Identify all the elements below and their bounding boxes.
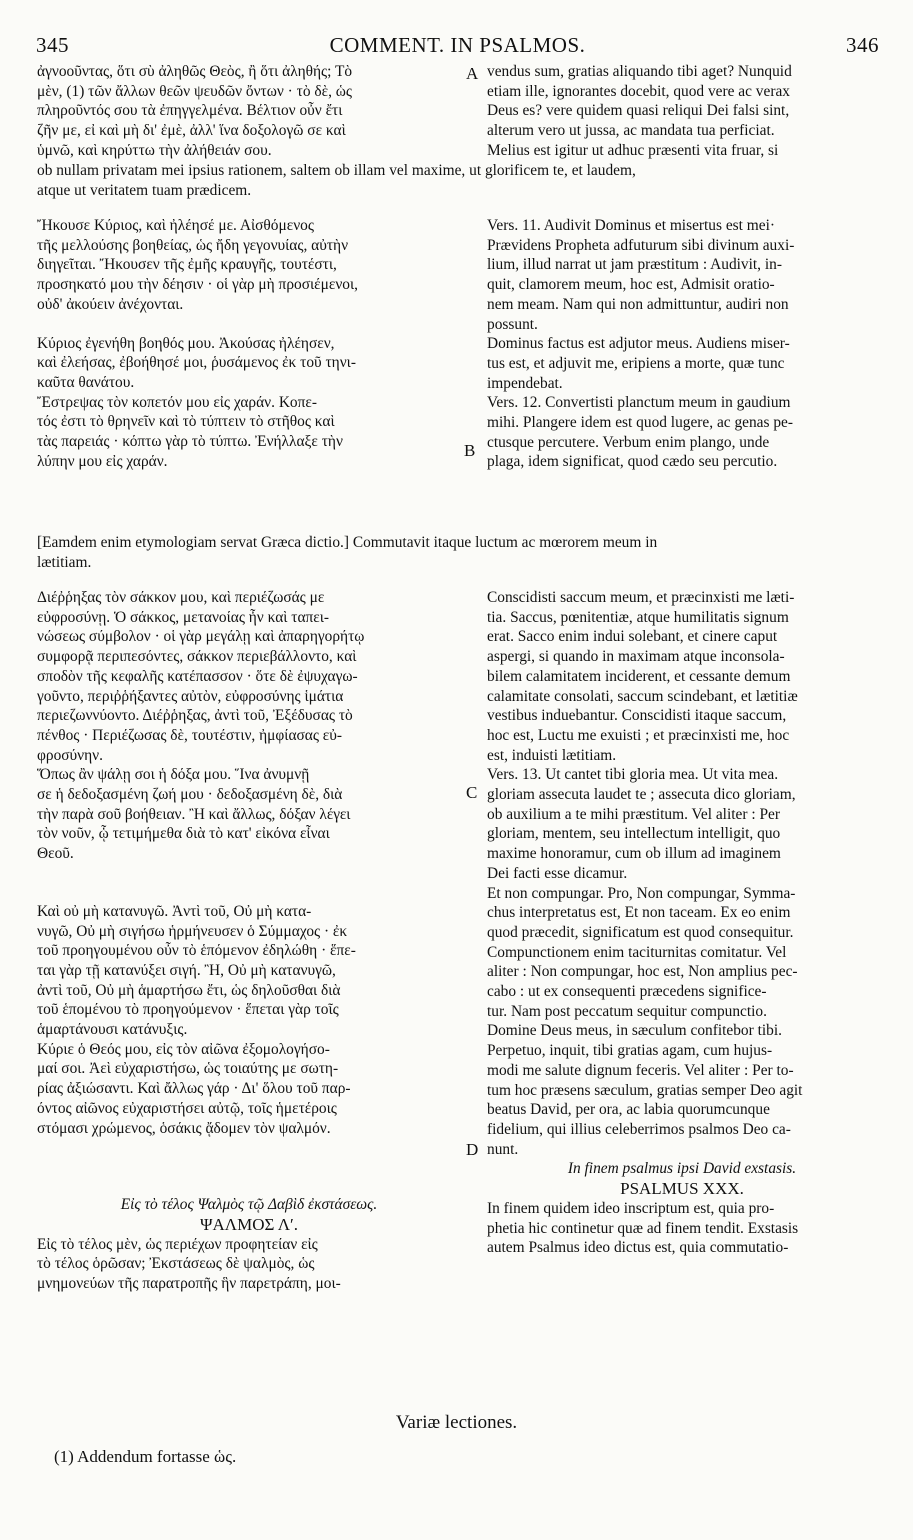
text-line: νυγῶ, Οὐ μὴ σιγήσω ἡρμήνευσεν ὁ Σύμμαχος · ἐκ — [37, 922, 348, 940]
text-line: Conscidisti saccum meum, et præcinxisti me læti- — [487, 589, 795, 606]
text-line: nem meam. Nam qui non admittuntur, audiri non — [487, 295, 789, 313]
text-line: Καὶ οὐ μὴ κατανυγῶ. Ἀντὶ τοῦ, Οὐ μὴ κατα- — [37, 902, 312, 920]
text-line: tur. Nam post peccatum sequitur compunctio. — [487, 1002, 767, 1020]
greek-column-block-2 — [37, 216, 461, 471]
text-line: τὰς παρειάς · κόπτω γὰρ τὸ τύπτω. Ἐνήλλαξε τὴν — [37, 433, 343, 451]
text-line: hoc est, Luctu me exuisti ; et præcinxisti me, hoc — [487, 726, 790, 744]
text-line: Dei facti esse dicamur. — [487, 864, 628, 882]
text-line: ἀγνοοῦντας, ὅτι σὺ ἀληθῶς Θεὸς, ἢ ὅτι ἀληθής; Τὸ — [37, 63, 353, 80]
text-line: tia. Saccus, pœnitentiæ, atque humilitatis signum — [487, 608, 789, 626]
text-line: Deus es? vere quidem quasi reliqui Dei falsi sint, — [487, 102, 790, 120]
greek-psalm-title: Εἰς τὸ τέλος Ψαλμὸς τῷ Δαβὶδ ἐκστάσεως. — [120, 1196, 378, 1214]
text-line: ἁμαρτάνουσι κατάνυξις. — [37, 1021, 188, 1039]
text-line: [Eamdem enim etymologiam servat Græca dictio.] Commutavit itaque luctum ac mœrorem meum in — [37, 534, 658, 551]
text-line: chus interpretatus est, Et non taceam. Ex eo enim — [487, 904, 791, 922]
text-line: Ὅπως ἂν ψάλῃ σοι ἡ δόξα μου. Ἵνα ἀνυμνῇ — [37, 766, 310, 784]
text-line: Et non compungar. Pro, Non compungar, Symma- — [487, 884, 796, 902]
text-line: γοῦντο, περιῤῥήξαντες αὐτὸν, εὐφροσύνης ἱμάτια — [37, 687, 344, 705]
text-line: possunt. — [487, 315, 538, 333]
greek-column-block-1 — [37, 62, 461, 161]
text-line: Prævidens Propheta adfuturum sibi divinum auxi- — [487, 236, 795, 254]
text-line: ἀντὶ τοῦ, Οὐ μὴ ἁμαρτήσω ἔτι, ὡς δηλοῦσθαι διὰ — [37, 981, 341, 999]
text-line: περιεζωννύοντο. Διέῤῥηξας, ἀντὶ τοῦ, Ἐξέδυσας τὸ — [37, 707, 353, 725]
text-line: ὑμνῶ, καὶ κηρύττω τὴν ἀλήθειάν σου. — [37, 141, 272, 159]
text-line: gloriam, mentem, seu intellectum intelligit, quo — [487, 825, 781, 843]
text-line: πληροῦντός σου τὰ ἐπηγγελμένα. Βέλτιον οὖν ἔτι — [37, 102, 343, 120]
text-line: συμφορᾷ περιπεσόντες, σάκκον περιεβάλλοντο, καὶ — [37, 648, 357, 666]
text-line: Melius est igitur ut adhuc præsenti vita fruar, si — [487, 141, 779, 159]
margin-marker-b: B — [464, 441, 476, 460]
text-line: Ἤκουσε Κύριος, καὶ ἠλέησέ με. Αἰσθόμενος — [37, 217, 314, 234]
text-line: μαί σοι. Ἀεὶ εὐχαριστήσω, ὡς τοιαύτης με σωτη- — [37, 1060, 339, 1078]
text-line: Dominus factus est adjutor meus. Audiens miser- — [487, 335, 790, 353]
text-line: Ἔστρεψας τὸν κοπετόν μου εἰς χαράν. Κοπε- — [37, 393, 317, 411]
text-line: impendebat. — [487, 374, 563, 392]
text-line: ctusque percutere. Verbum enim plango, unde — [487, 433, 770, 451]
text-line: τῆς μελλούσης βοηθείας, ὡς ἤδη γεγονυίας, αὐτὴν — [37, 236, 349, 254]
text-line: beatus David, per ora, ac labia quorumcunque — [487, 1101, 770, 1119]
text-line: fidelium, qui illius celeberrimos psalmos Deo ca- — [487, 1120, 791, 1138]
full-width-line-2 — [37, 533, 877, 572]
text-line: πένθος · Περιέζωσας δὲ, τουτέστιν, ἠμφίασας εὐ- — [37, 726, 343, 744]
greek-psalm-heading: ΨΑΛΜΟΣ Λʹ. — [199, 1214, 299, 1234]
text-line: Perpetuo, inquit, tibi gratias agam, cum hujus- — [487, 1042, 773, 1060]
text-line: τός ἐστι τὸ θρηνεῖν καὶ τὸ τύπτειν τὸ στῆθος καὶ — [37, 413, 335, 431]
text-line: etiam ille, ignorantes docebit, quod vere ac verax — [487, 82, 790, 100]
variae-lectiones-heading: Variæ lectiones. — [395, 1412, 518, 1433]
text-line: Εἰς τὸ τέλος μὲν, ὡς περιέχων προφητείαν εἰς — [37, 1235, 318, 1253]
text-line: Κύριος ἐγενήθη βοηθός μου. Ἀκούσας ἠλέησεν, — [37, 334, 335, 352]
text-line: εὐφροσύνῃ. Ὁ σάκκος, μετανοίας ἦν καὶ ταπει- — [37, 608, 330, 626]
text-line: nunt. — [487, 1140, 519, 1158]
text-line: τὸ τέλος ὁρῶσαν; Ἐκστάσεως δὲ ψαλμὸς, ὡς — [37, 1255, 315, 1273]
margin-marker-d: D — [466, 1140, 479, 1159]
text-line: τὸν νοῦν, ᾧ τετιμήμεθα διὰ τὸ κατ' εἰκόνα εἶναι — [37, 825, 330, 843]
text-line: maxime honoramur, cum ob illum ad imaginem — [487, 845, 781, 863]
text-line: ζῆν με, εἰ καὶ μὴ δι' ἐμὲ, ἀλλ' ἵνα δοξολογῶ σε καὶ — [37, 122, 346, 140]
text-line: gloriam assecuta laudet te ; assecuta dico gloriam, — [487, 786, 796, 804]
text-line: ρίας ἀξιώσαντι. Καὶ ἄλλως γάρ · Δι' ὅλου τοῦ παρ- — [37, 1080, 351, 1098]
text-line: ται γὰρ τῇ κατανύξει σιγή. Ἢ, Οὐ μὴ κατανυγῶ, — [37, 961, 336, 979]
text-line: ob auxilium a te mihi præstitum. Vel aliter : Per — [487, 805, 780, 823]
text-line: σε ἡ δεδοξασμένη ζωή μου · δεδοξασμένη δὲ, διὰ — [37, 786, 343, 804]
text-line: φροσύνην. — [37, 746, 103, 764]
text-line: alterum vero ut jussa, ac mandata tua perficiat. — [487, 122, 775, 140]
footnote: (1) Addendum fortasse ὡς. — [54, 1447, 237, 1466]
text-line: modi me salute dignum feceris. Vel aliter : Per to- — [487, 1061, 794, 1079]
text-line: tum hoc præsens sæculum, gratias semper Deo agit — [487, 1081, 803, 1099]
text-line: ob nullam privatam mei ipsius rationem, saltem ob illam vel maxime, ut glorificem te, et laudem, — [37, 162, 636, 179]
text-line: στόμασι χρώμενος, ὁσάκις ᾄδομεν τὸν ψαλμόν. — [37, 1119, 331, 1137]
text-line: cabo : ut ex consequenti præcedens significe- — [487, 983, 767, 1001]
text-line: Θεοῦ. — [37, 845, 74, 863]
text-line: μνημονεύων τῆς παρατροπῆς ἣν παρετράπη, μοι- — [37, 1275, 341, 1293]
text-line: προσηκατό μου τὴν δέησιν · οἱ γὰρ μὴ προσιέμενοι, — [37, 276, 358, 294]
text-line: In finem quidem ideo inscriptum est, quia pro- — [487, 1199, 775, 1217]
text-line: καὶ ἐλεήσας, ἐβοήθησέ μοι, ῥυσάμενος ἐκ τοῦ τηνι- — [37, 354, 356, 372]
text-line: λύπην μου εἰς χαράν. — [37, 452, 168, 470]
text-line: est, induisti lætitiam. — [487, 746, 617, 764]
latin-column-block-3 — [487, 588, 877, 1258]
text-line: tus est, et adjuvit me, eripiens a morte, quæ tunc — [487, 354, 785, 372]
full-width-line-1 — [37, 161, 877, 200]
text-line: quod præcedit, significatum est quod consequitur. — [487, 923, 794, 941]
latin-column-block-2 — [487, 216, 877, 472]
text-line: Compunctionem enim taciturnitas comitatur. Vel — [487, 943, 787, 961]
text-line: τοῦ ἑπομένου τὸ προηγούμενον · ἕπεται γὰρ τοῖς — [37, 1001, 339, 1019]
text-line: Κύριε ὁ Θεός μου, εἰς τὸν αἰῶνα ἐξομολογήσο- — [37, 1040, 330, 1058]
text-line: aspergi, si quando in maximam atque inconsola- — [487, 648, 785, 666]
text-line: καῦτα θανάτου. — [37, 373, 135, 391]
right-page-number: 346 — [846, 33, 879, 57]
running-title: COMMENT. IN PSALMOS. — [329, 33, 586, 57]
margin-marker-c: C — [466, 783, 478, 802]
text-line: lium, illud narrat ut jam præstitum : Audivit, in- — [487, 256, 782, 274]
text-line: διηγεῖται. Ἤκουσεν τῆς ἐμῆς κραυγῆς, τουτέστι, — [37, 256, 337, 274]
text-line: calamitate consolati, saccum scindebant, et lætitiæ — [487, 687, 798, 705]
text-line: autem Psalmus ideo dictus est, quia commutatio- — [487, 1239, 789, 1257]
text-line: Vers. 11. Audivit Dominus et misertus est mei· — [487, 217, 775, 234]
text-line: τὴν παρὰ σοῦ βοήθειαν. Ἢ καὶ ἄλλως, δόξαν λέγει — [37, 805, 351, 823]
text-line: τοῦ προηγουμένου οὖν τὸ ἑπόμενον ἐδηλώθη · ἕπε- — [37, 942, 356, 960]
latin-psalm-heading: PSALMUS XXX. — [620, 1179, 744, 1199]
latin-psalm-title: In finem psalmus ipsi David exstasis. — [567, 1160, 797, 1178]
text-line: lætitiam. — [37, 553, 92, 571]
text-line: bilem calamitatem inciderent, et cessante demum — [487, 667, 791, 685]
running-header — [36, 33, 879, 61]
text-line: σποδὸν τῆς κεφαλῆς κατέπασσον · ὅτε δὲ ἐψυχαγω- — [37, 667, 358, 685]
text-line: Διέῤῥηξας τὸν σάκκον μου, καὶ περιέζωσάς με — [37, 589, 325, 606]
text-line: όντος αἰῶνος εὐχαριστήσει αὐτῷ, τοῖς ἡμετέροις — [37, 1099, 337, 1117]
text-line: mihi. Plangere idem est quod lugere, ac genas pe- — [487, 414, 794, 432]
left-page-number: 345 — [36, 33, 69, 57]
text-line: aliter : Non compungar, hoc est, Non amplius pec- — [487, 963, 798, 981]
text-line: vestibus induebantur. Conscidisti itaque saccum, — [487, 707, 787, 725]
text-line: erat. Sacco enim indui solebant, et cinere caput — [487, 628, 778, 646]
text-line: νώσεως σύμβολον · οἱ γὰρ μεγάλῃ καὶ ἀπαρηγορήτῳ — [37, 628, 365, 646]
text-line: vendus sum, gratias aliquando tibi aget? Nunquid — [487, 63, 792, 80]
text-line: Vers. 12. Convertisti planctum meum in gaudium — [487, 394, 791, 412]
text-line: plaga, idem significat, quod cædo seu percutio. — [487, 453, 778, 471]
text-line: quit, clamorem meum, hoc est, Admisit oratio- — [487, 276, 775, 294]
text-line: μὲν, (1) τῶν ἄλλων θεῶν ψευδῶν ὄντων · τὸ δὲ, ὡς — [37, 82, 352, 100]
latin-column-block-1 — [487, 62, 877, 161]
greek-column-block-3 — [37, 588, 461, 1294]
text-line: phetia hic continetur quæ ad finem tendit. Exstasis — [487, 1219, 799, 1237]
margin-marker-a: A — [466, 64, 479, 83]
text-line: atque ut veritatem tuam prædicem. — [37, 181, 252, 199]
text-line: Vers. 13. Ut cantet tibi gloria mea. Ut vita mea. — [487, 766, 779, 784]
text-line: Domine Deus meus, in sæculum confitebor tibi. — [487, 1022, 782, 1040]
text-line: οὐδ' ἀκούειν ἀνέχονται. — [37, 295, 184, 313]
